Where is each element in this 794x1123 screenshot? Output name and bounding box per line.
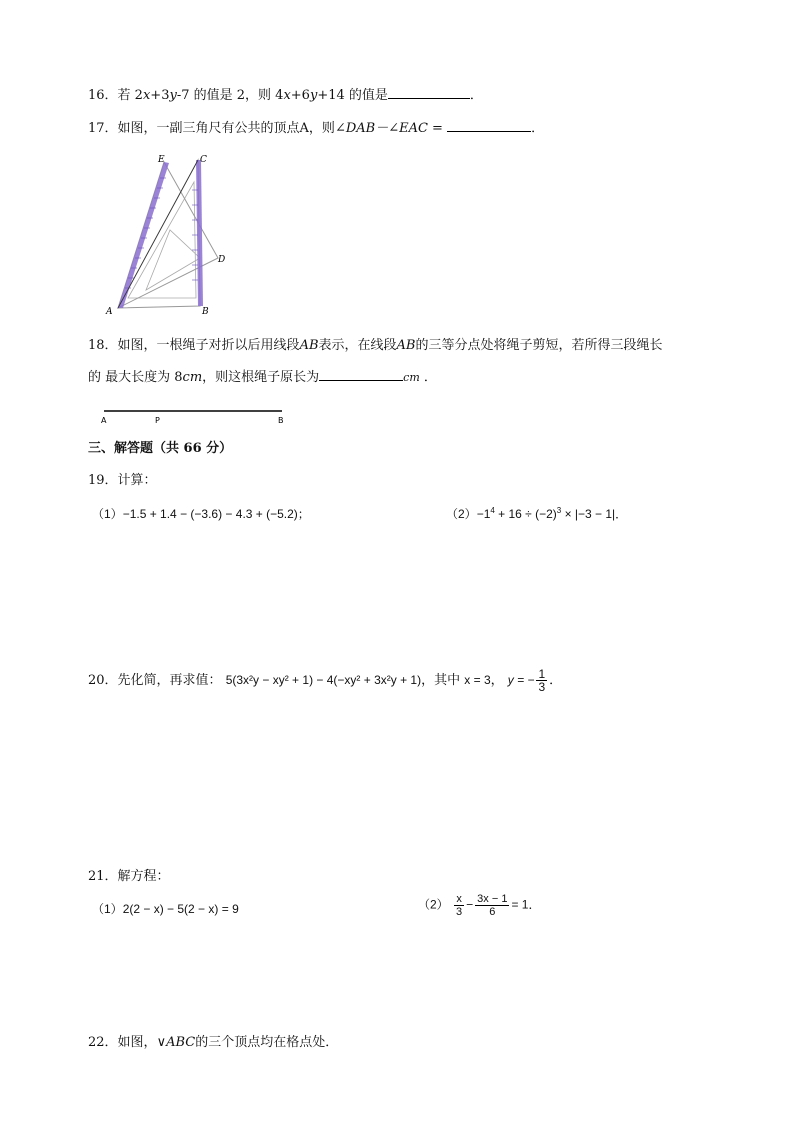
triangle-ABC: ∨ABC bbox=[156, 1035, 196, 1050]
q18-text-1b: 表示，在线段 bbox=[318, 338, 397, 353]
unit-cm: cm bbox=[182, 370, 203, 385]
q21-part-2 bbox=[418, 893, 540, 918]
answer-blank-18[interactable] bbox=[319, 368, 403, 381]
label-C: C bbox=[200, 155, 207, 165]
exponent: 3 bbox=[556, 506, 562, 515]
q16-text-1: 若 2 bbox=[117, 88, 143, 103]
q22-text-b: 的三个顶点均在格点处． bbox=[195, 1035, 339, 1050]
part-label: （1） bbox=[92, 507, 123, 521]
numerator: x bbox=[456, 893, 462, 905]
q17-end: ． bbox=[531, 121, 545, 136]
q16-end: ． bbox=[469, 88, 483, 103]
q19-p1-expression: −1.5 + 1.4 − (−3.6) − 4.3 + (−5.2)； bbox=[122, 507, 310, 521]
minus-sign: − bbox=[466, 897, 474, 912]
q18-number: 18． bbox=[88, 338, 118, 353]
exponent: 4 bbox=[490, 506, 495, 515]
fraction-x-over-3 bbox=[454, 893, 464, 918]
label-P: P bbox=[155, 416, 160, 425]
part-label: （2） bbox=[418, 897, 449, 912]
question-17 bbox=[88, 117, 544, 136]
answer-blank-17[interactable] bbox=[447, 119, 531, 132]
q19-p2-expr-a: −1 bbox=[476, 507, 491, 521]
q16-number: 16． bbox=[88, 88, 118, 103]
q19-p2-expr-b: + 16 ÷ (−2) bbox=[494, 507, 557, 521]
rope-segment-figure bbox=[98, 404, 292, 426]
label-E: E bbox=[158, 155, 165, 165]
q18-text-2b: ，则这根绳子原长为 bbox=[202, 370, 320, 385]
q20-where: ，其中 bbox=[421, 673, 461, 688]
q22-number: 22． bbox=[88, 1035, 118, 1050]
q20-x-value: x = 3 bbox=[464, 673, 491, 687]
q20-comma: ， bbox=[490, 673, 504, 688]
label-A: A bbox=[106, 307, 113, 317]
label-A: A bbox=[101, 416, 107, 425]
section-heading-3: 三、解答题（共 66 分） bbox=[88, 441, 233, 456]
denominator: 3 bbox=[456, 906, 463, 918]
label-D: D bbox=[218, 255, 226, 265]
var-x: x bbox=[283, 88, 291, 103]
question-19: 19．计算： bbox=[88, 473, 157, 488]
question-16 bbox=[88, 84, 483, 103]
part-label: （2） bbox=[446, 507, 477, 521]
denominator: 6 bbox=[489, 906, 496, 918]
var-x: x bbox=[142, 88, 151, 103]
triangle-rulers-figure bbox=[100, 150, 240, 320]
var-y: y bbox=[309, 88, 318, 103]
question-22 bbox=[88, 1031, 338, 1050]
q18-text-1a: 如图，一根绳子对折以后用线段 bbox=[117, 338, 300, 353]
question-20 bbox=[88, 668, 562, 693]
label-B: B bbox=[278, 416, 284, 425]
q20-end: ． bbox=[549, 673, 563, 688]
q18-text-2a: 的 最大长度为 8 bbox=[88, 370, 183, 385]
fraction-one-third bbox=[536, 668, 547, 693]
label-B: B bbox=[202, 307, 209, 317]
q19-part-2 bbox=[446, 505, 627, 522]
q18-text-1c: 的三等分点处将绳子剪短，若所得三段绳长 bbox=[415, 338, 663, 353]
unit-cm: cm bbox=[403, 371, 420, 384]
answer-blank-16[interactable] bbox=[388, 86, 470, 99]
q19-p2-expr-c: × |−3 − 1|． bbox=[561, 507, 628, 521]
q19-part-1 bbox=[92, 505, 310, 522]
numerator: 1 bbox=[538, 667, 546, 681]
segment-AB: AB bbox=[396, 338, 416, 353]
q16-text-4: +6 bbox=[290, 88, 310, 103]
part-label: （1） bbox=[92, 902, 123, 916]
q18-end: ． bbox=[423, 370, 437, 385]
q16-text-3: -7 的值是 2，则 4 bbox=[176, 88, 284, 103]
q17-number: 17． bbox=[88, 121, 118, 136]
fraction-3x-1-over-6 bbox=[475, 893, 509, 918]
q17-expression: ∠DAB－∠EAC = bbox=[334, 121, 443, 136]
q17-text: 如图，一副三角尺有公共的顶点A，则 bbox=[117, 121, 335, 136]
segment-AB: AB bbox=[299, 338, 319, 353]
var-y: y bbox=[169, 88, 177, 103]
q22-text-a: 如图， bbox=[117, 1035, 157, 1050]
q16-text-2: +3 bbox=[150, 88, 170, 103]
q20-y-value: y = − bbox=[507, 673, 535, 687]
question-18-line-1 bbox=[88, 334, 663, 353]
q21-p1-expression: 2(2 − x) − 5(2 − x) = 9 bbox=[122, 902, 239, 916]
q21-part-1 bbox=[92, 900, 239, 917]
ruler-edge-CB bbox=[196, 160, 203, 306]
question-18-line-2 bbox=[88, 366, 437, 385]
numerator: 3x − 1 bbox=[477, 893, 508, 905]
q21-p2-rhs: = 1． bbox=[511, 897, 541, 912]
denominator: 3 bbox=[538, 680, 546, 694]
q20-text: 先化简，再求值： bbox=[117, 673, 222, 688]
q16-text-5: +14 的值是 bbox=[317, 88, 388, 103]
q20-number: 20． bbox=[88, 673, 118, 688]
q20-expression: 5(3x²y − xy² + 1) − 4(−xy² + 3x²y + 1) bbox=[225, 673, 422, 687]
question-21: 21．解方程： bbox=[88, 869, 170, 884]
